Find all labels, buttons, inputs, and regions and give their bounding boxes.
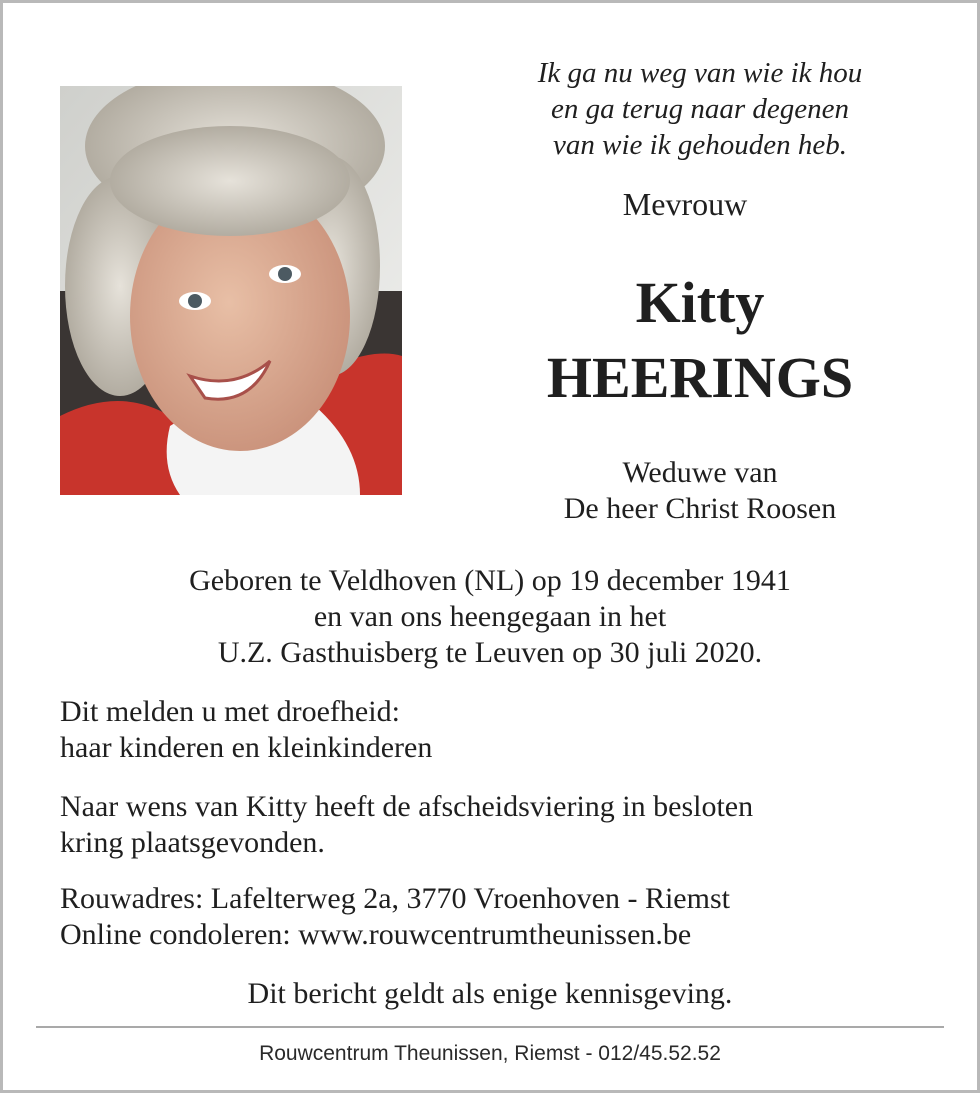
poem-line: van wie ik gehouden heb. xyxy=(553,129,847,161)
widow-of xyxy=(470,455,930,527)
mourning-address: Rouwadres: Lafelterweg 2a, 3770 Vroenhoven - Riemst xyxy=(60,882,730,915)
sole-notice: Dit bericht geldt als enige kennisgeving. xyxy=(247,977,733,1010)
ceremony-line: kring plaatsgevonden. xyxy=(60,826,325,859)
ceremony-note xyxy=(60,789,940,861)
poem-line: en ga terug naar degenen xyxy=(551,93,849,125)
last-name: HEERINGS xyxy=(546,345,854,410)
poem xyxy=(470,55,930,163)
birth-death-info xyxy=(40,563,940,671)
salutation: Mevrouw xyxy=(622,186,748,222)
portrait-photo xyxy=(60,86,402,495)
announcement xyxy=(60,694,940,766)
birth-line: Geboren te Veldhoven (NL) op 19 december 1941 xyxy=(189,564,791,597)
poem-line: Ik ga nu weg van wie ik hou xyxy=(537,57,863,89)
online-condolence-link[interactable]: Online condoleren: www.rouwcentrumtheunissen.be xyxy=(60,918,692,951)
announcement-line: Dit melden u met droefheid: xyxy=(60,695,400,728)
passing-line: en van ons heengegaan in het xyxy=(313,600,667,633)
ceremony-line: Naar wens van Kitty heeft de afscheidsviering in besloten xyxy=(60,790,754,823)
funeral-home-footer: Rouwcentrum Theunissen, Riemst - 012/45.52.52 xyxy=(259,1042,721,1065)
widow-line: Weduwe van xyxy=(622,456,778,489)
passing-place-line: U.Z. Gasthuisberg te Leuven op 30 juli 2020. xyxy=(217,636,763,669)
first-name: Kitty xyxy=(635,270,765,335)
divider xyxy=(36,1026,944,1028)
portrait-photo-icon xyxy=(60,86,402,495)
spouse-name: De heer Christ Roosen xyxy=(563,492,837,525)
announcement-line: haar kinderen en kleinkinderen xyxy=(60,731,433,764)
contact-info xyxy=(60,881,940,953)
